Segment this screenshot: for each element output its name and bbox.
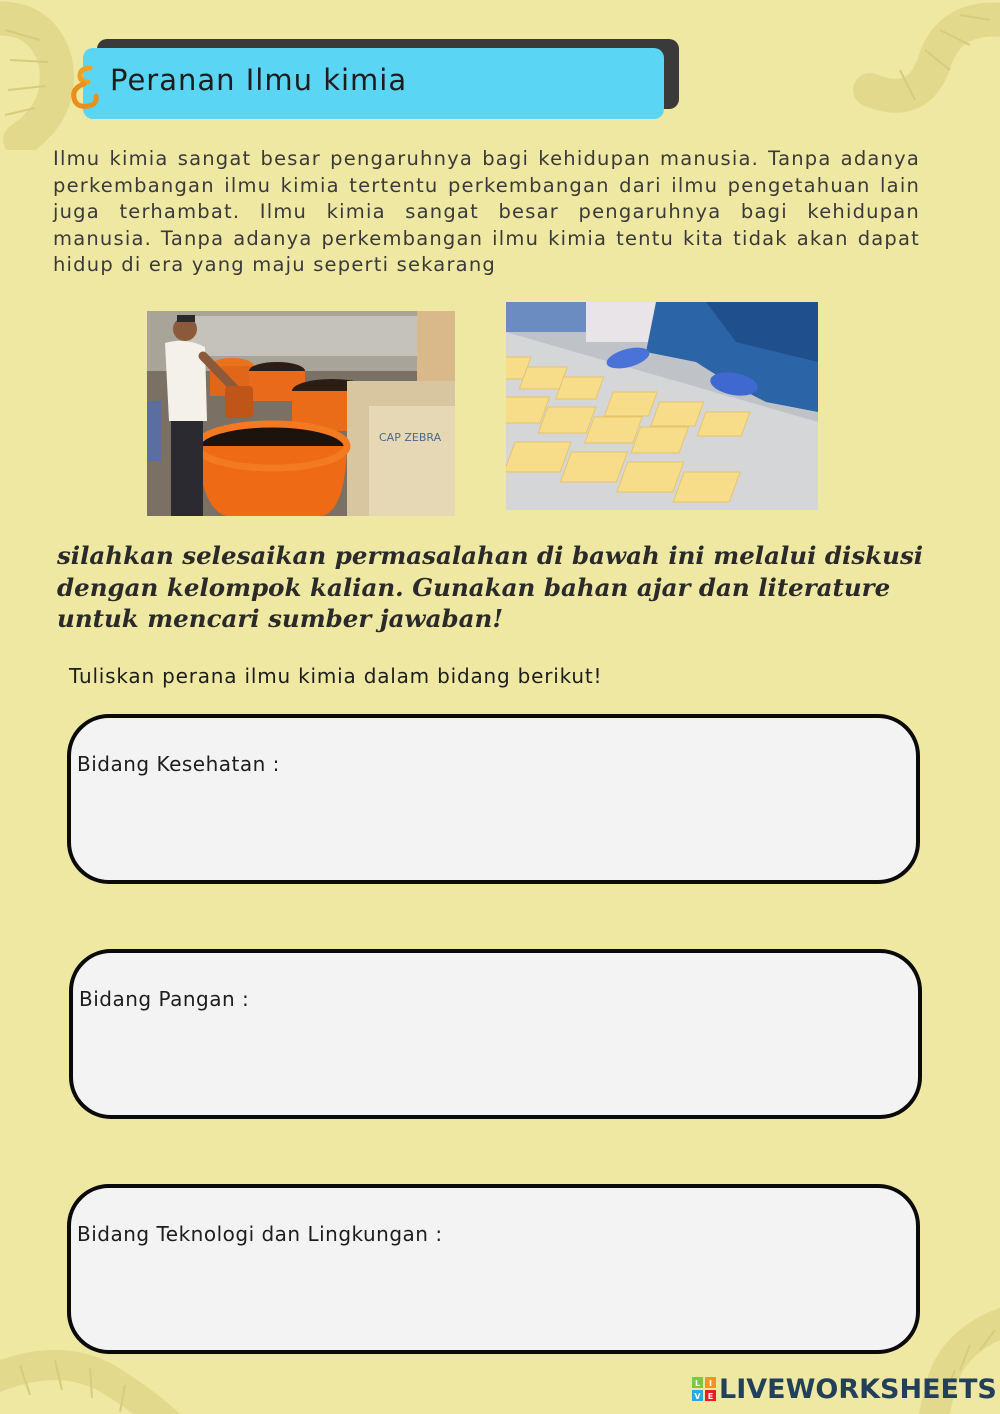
logo-letter-4: E [707,1392,714,1401]
photo-cheese-packaging [506,302,818,510]
chain-link-icon [66,62,106,112]
dye-vats-illustration [147,311,455,516]
cheese-packaging-illustration [506,302,818,510]
answer-label-pangan: Bidang Pangan : [79,987,250,1011]
answer-label-kesehatan: Bidang Kesehatan : [77,752,280,776]
page-title: Peranan Ilmu kimia [110,63,408,97]
photo-dye-vats [147,311,455,516]
answer-box-teknologi-lingkungan[interactable] [67,1184,920,1354]
liveworksheets-logo-icon [692,1377,716,1401]
answer-box-pangan[interactable] [69,949,922,1119]
liveworksheets-branding[interactable] [692,1373,997,1405]
decorative-swirl-top-right [840,0,1000,120]
intro-paragraph: Ilmu kimia sangat besar pengaruhnya bagi kehidupan manusia. Tanpa adanya perkembangan ilmu kimia tertentu perkembangan dari ilmu pengetahuan lain juga terhambat. Ilmu kimia sangat besar pengaruhnya bagi kehidupan manusia. Tanpa adanya perkembangan ilmu kimia tentu kita tidak akan dapat hidup di era yang maju seperti sekarang [53,147,920,277]
question-prompt: Tuliskan perana ilmu kimia dalam bidang berikut! [69,664,603,688]
answer-label-teknologi-lingkungan: Bidang Teknologi dan Lingkungan : [77,1222,443,1246]
box-label-cap-zebra: CAP ZEBRA [379,431,442,444]
logo-letter-2: I [709,1379,712,1388]
logo-letter-1: L [694,1379,701,1388]
answer-box-kesehatan[interactable] [67,714,920,884]
liveworksheets-wordmark: LIVEWORKSHEETS [719,1373,997,1405]
instruction-text: silahkan selesaikan permasalahan di bawah ini melalui diskusi dengan kelompok kalian. Gunakan bahan ajar dan literature untuk mencari sumber jawaban! [57,541,924,633]
logo-letter-3: V [694,1392,701,1401]
